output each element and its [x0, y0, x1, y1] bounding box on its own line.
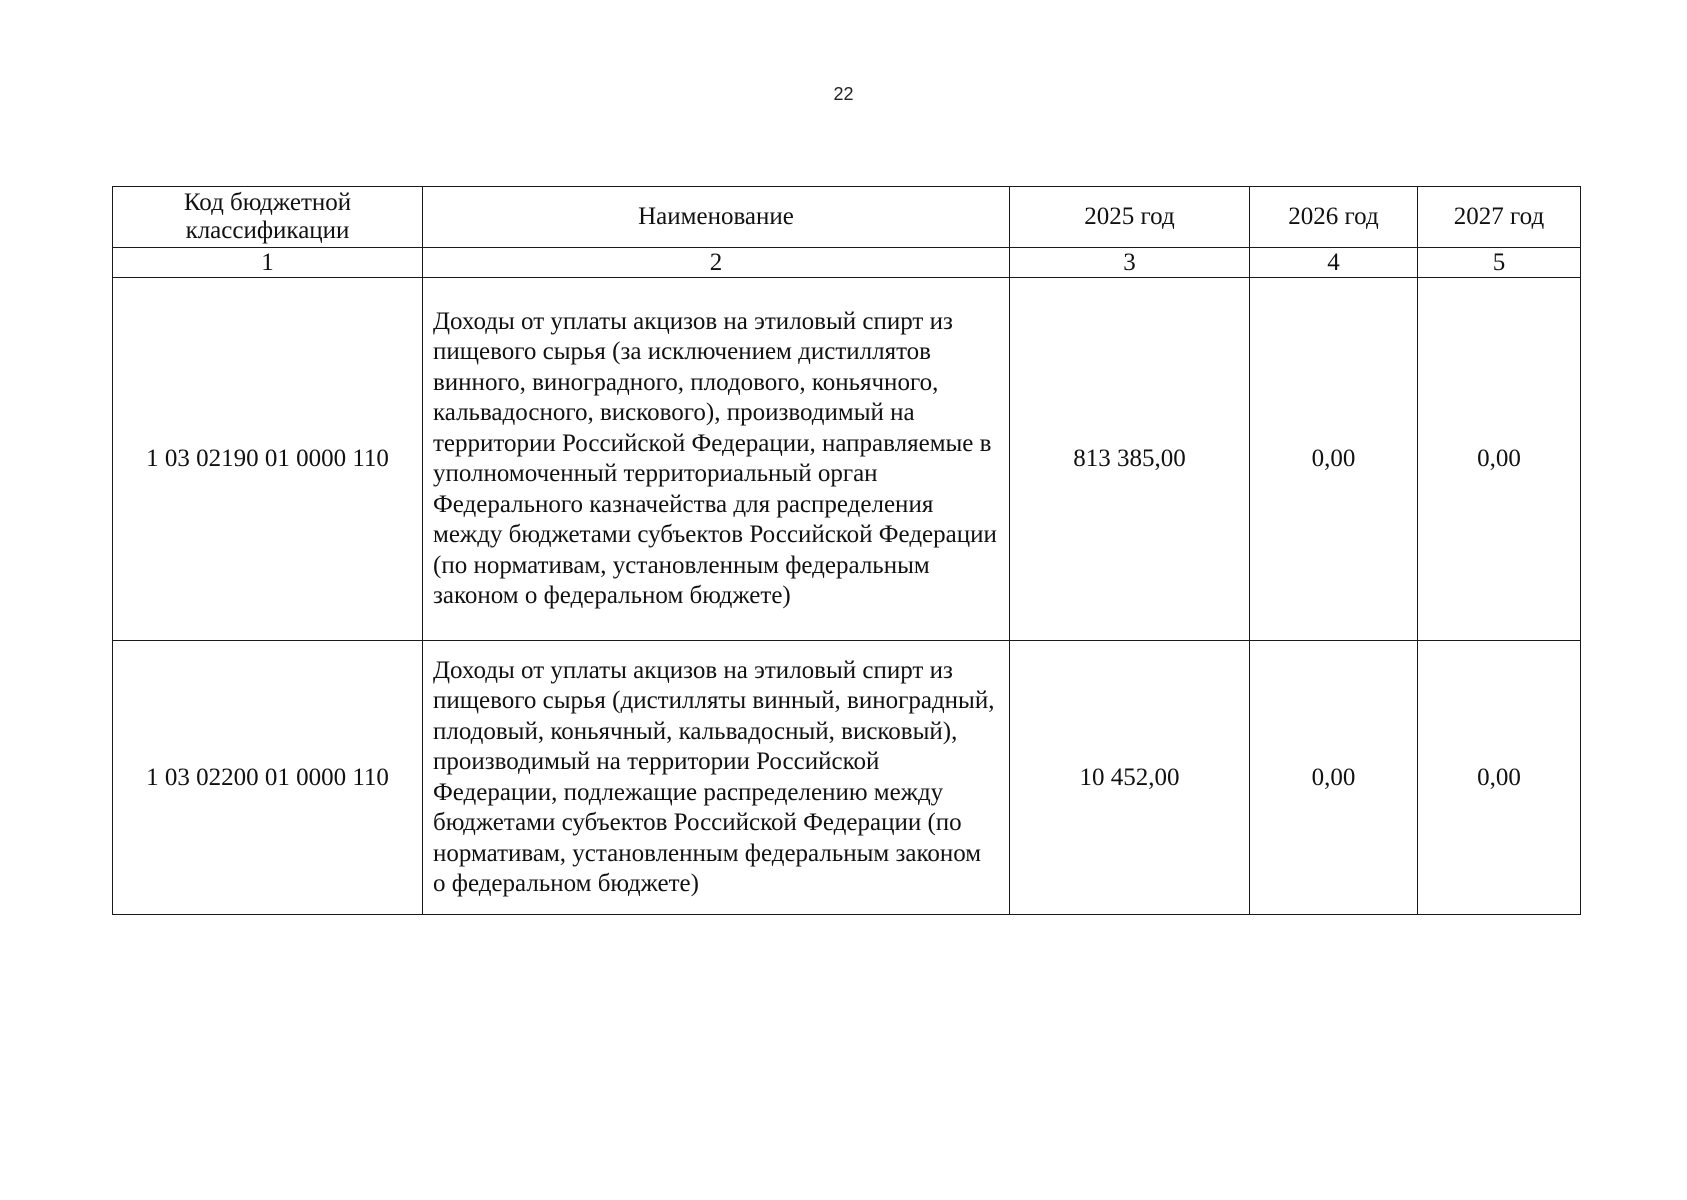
header-2025: 2025 год [1010, 187, 1250, 248]
row-value-2026: 0,00 [1250, 641, 1418, 915]
header-name: Наименование [423, 187, 1010, 248]
column-number: 4 [1250, 248, 1418, 278]
table-row [113, 641, 1581, 915]
row-value-2025: 10 452,00 [1010, 641, 1250, 915]
column-number: 3 [1010, 248, 1250, 278]
table-header-row [113, 187, 1581, 248]
row-value-2027: 0,00 [1418, 278, 1581, 641]
row-value-2026: 0,00 [1250, 278, 1418, 641]
column-number: 5 [1418, 248, 1581, 278]
header-code: Код бюджетной классификации [113, 187, 423, 248]
header-2027: 2027 год [1418, 187, 1581, 248]
row-value-2025: 813 385,00 [1010, 278, 1250, 641]
row-name: Доходы от уплаты акцизов на этиловый спирт из пищевого сырья (за исключением дистиллятов винного, виноградного, плодового, коньячного, кальвадосного, вискового), производимый на территории Российской Федерации, направляемые в уполномоченный территориальный орган Федерального казначейства для распределения между бюджетами субъектов Российской Федерации (по нормативам, установленным федеральным законом о федеральном бюджете) [423, 278, 1010, 641]
budget-table [112, 186, 1581, 915]
header-2026: 2026 год [1250, 187, 1418, 248]
table-row [113, 278, 1581, 641]
row-name: Доходы от уплаты акцизов на этиловый спирт из пищевого сырья (дистилляты винный, виноградный, плодовый, коньячный, кальвадосный, висковый), производимый на территории Российской Федерации, подлежащие распределению между бюджетами субъектов Российской Федерации (по нормативам, установленным федеральным законом о федеральном бюджете) [423, 641, 1010, 915]
column-number: 1 [113, 248, 423, 278]
row-value-2027: 0,00 [1418, 641, 1581, 915]
page-number: 22 [833, 84, 854, 104]
column-number: 2 [423, 248, 1010, 278]
row-code: 1 03 02200 01 0000 110 [113, 641, 423, 915]
column-number-row [113, 248, 1581, 278]
row-code: 1 03 02190 01 0000 110 [113, 278, 423, 641]
